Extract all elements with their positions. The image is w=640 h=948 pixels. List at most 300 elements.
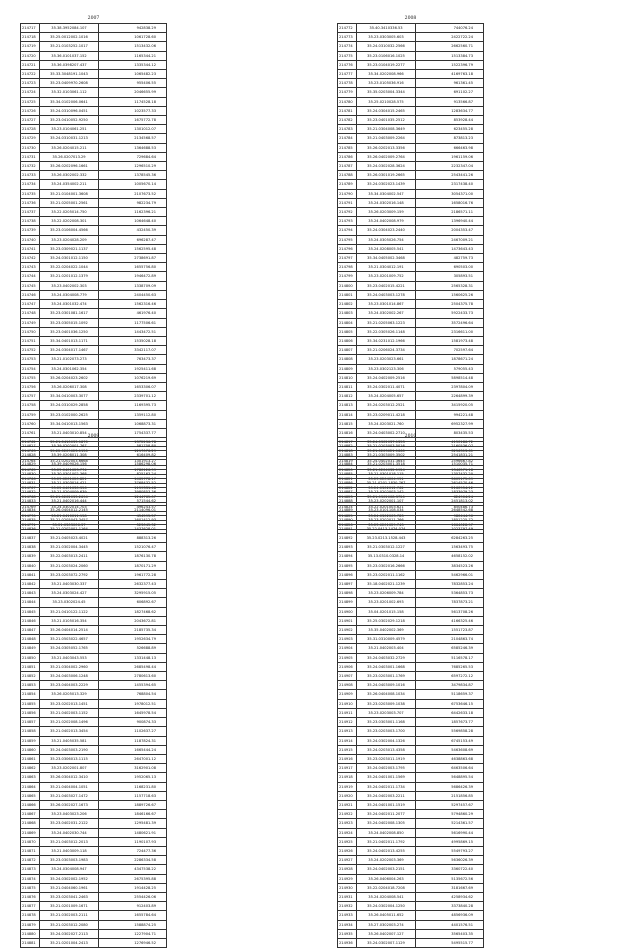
amount-cell: 1846166.67 xyxy=(99,810,167,819)
code-cell: 35.22.0403013.2411 xyxy=(40,552,99,561)
amount-cell: 3162901.08 xyxy=(99,764,167,773)
code-cell: 35.22.0204018.7208 xyxy=(357,883,416,892)
table-row xyxy=(21,217,167,226)
code-cell: 35.21.0503022.4657 xyxy=(40,635,99,644)
table-row xyxy=(338,355,484,364)
table-row xyxy=(21,653,167,662)
table-row xyxy=(338,598,484,607)
row-id-cell: 214843 xyxy=(21,589,40,598)
code-cell: 35.21.0103252.1017 xyxy=(40,42,99,51)
code-cell: 35.23.0302123.306 xyxy=(357,364,416,373)
row-id-cell: 214764 xyxy=(21,456,40,465)
row-id-cell: 214913 xyxy=(338,727,357,736)
amount-cell: 7837873.21 xyxy=(416,598,484,607)
table-row xyxy=(21,33,167,42)
amount-cell: 7832853.24 xyxy=(416,580,484,589)
row-id-cell: 214846 xyxy=(21,616,40,625)
amount-cell: 1437628.01 xyxy=(99,524,167,533)
amount-cell: 2134568.57 xyxy=(99,134,167,143)
code-cell: 35.21.0403009.2264 xyxy=(357,134,416,143)
code-cell: 35.21.0402003.404 xyxy=(357,644,416,653)
amount-cell: 744076.24 xyxy=(416,24,484,33)
year-heading: 2007 xyxy=(87,16,100,21)
row-id-cell: 214726 xyxy=(21,106,40,115)
amount-cell: 2614570.46 xyxy=(416,478,484,487)
table-row xyxy=(338,217,484,226)
row-id-cell: 214819 xyxy=(338,456,357,465)
row-id-cell: 214921 xyxy=(338,800,357,809)
code-cell: 35.21.0203003.5016 xyxy=(357,442,416,451)
year-heading: 2009 xyxy=(87,434,100,439)
row-id-cell: 214763 xyxy=(21,447,40,456)
code-cell: 35.24.0304015.2465 xyxy=(357,106,416,115)
table-row xyxy=(338,534,484,543)
row-id-cell: 214720 xyxy=(21,51,40,60)
table-row xyxy=(21,635,167,644)
amount-cell: 2662560.71 xyxy=(416,42,484,51)
row-id-cell: 214808 xyxy=(338,355,357,364)
row-id-cell: 214863 xyxy=(21,773,40,782)
row-id-cell: 214760 xyxy=(21,419,40,428)
table-row xyxy=(21,24,167,33)
row-id-cell: 214754 xyxy=(21,364,40,373)
table-row xyxy=(338,51,484,60)
row-id-cell: 214775 xyxy=(338,51,357,60)
amount-cell: 691102.27 xyxy=(416,88,484,97)
amount-cell: 2114096.01 xyxy=(99,506,167,515)
table-row xyxy=(338,382,484,391)
row-id-cell: 214877 xyxy=(21,902,40,911)
row-id-cell: 214780 xyxy=(338,97,357,106)
row-id-cell: 214848 xyxy=(21,635,40,644)
row-id-cell: 214926 xyxy=(338,846,357,855)
table-row xyxy=(338,543,484,552)
code-cell: 35.21.0204032.1924 xyxy=(357,465,416,474)
amount-cell: 5686426.39 xyxy=(416,782,484,791)
code-cell: 35.26.0202013.3356 xyxy=(357,143,416,152)
code-cell: 35.23.0203009.1038 xyxy=(357,699,416,708)
amount-cell: 2647001.12 xyxy=(99,754,167,763)
table-row xyxy=(21,745,167,754)
amount-cell: 1513432.06 xyxy=(99,42,167,51)
amount-cell: 1952634.79 xyxy=(99,635,167,644)
code-cell: 35.24.0403001.1668 xyxy=(357,662,416,671)
row-id-cell: 214884 xyxy=(338,460,357,469)
amount-cell: 702597.64 xyxy=(416,346,484,355)
code-cell: 35.21.0410011.158 xyxy=(40,511,99,520)
row-id-cell: 214916 xyxy=(338,754,357,763)
row-id-cell: 214824 xyxy=(338,502,357,511)
amount-cell: 4658152.02 xyxy=(416,552,484,561)
table-row xyxy=(338,134,484,143)
code-cell: 35.26.0404008.1034 xyxy=(357,690,416,699)
amount-cell: 7685265.53 xyxy=(416,662,484,671)
row-id-cell: 214906 xyxy=(338,662,357,671)
code-cell: 35.24.0302004.1326 xyxy=(357,736,416,745)
table-row xyxy=(21,254,167,263)
amount-cell: 1878671.24 xyxy=(416,355,484,364)
table-row xyxy=(21,51,167,60)
table-row xyxy=(338,70,484,79)
table-row xyxy=(338,318,484,327)
data-table xyxy=(337,441,484,948)
amount-cell: 2675395.88 xyxy=(99,874,167,883)
amount-cell: 5214361.57 xyxy=(416,819,484,828)
table-row xyxy=(21,162,167,171)
row-id-cell: 214792 xyxy=(338,208,357,217)
table-row xyxy=(338,764,484,773)
code-cell: 35.24.0401001.1569 xyxy=(357,773,416,782)
table-row xyxy=(21,451,167,460)
row-id-cell: 214758 xyxy=(21,401,40,410)
code-cell: 35.24.0302002.1952 xyxy=(40,874,99,883)
amount-cell: 1521076.47 xyxy=(99,543,167,552)
table-row xyxy=(21,60,167,69)
row-id-cell: 214773 xyxy=(338,33,357,42)
row-id-cell: 214851 xyxy=(21,662,40,671)
row-id-cell: 214838 xyxy=(21,543,40,552)
code-cell: 35.26.0202096.1661 xyxy=(40,162,99,171)
row-id-cell: 214812 xyxy=(338,392,357,401)
table-row xyxy=(338,616,484,625)
row-id-cell: 214740 xyxy=(21,235,40,244)
code-cell: 35.26.0402007.127 xyxy=(357,929,416,938)
code-cell: 35.21.0206024.3734 xyxy=(357,346,416,355)
amount-cell: 2317438.40 xyxy=(416,180,484,189)
row-id-cell: 214776 xyxy=(338,60,357,69)
row-id-cell: 214816 xyxy=(338,428,357,437)
amount-cell: 1443472.51 xyxy=(99,327,167,336)
code-cell: 35.23.0203072.2792 xyxy=(40,570,99,579)
table-row xyxy=(21,810,167,819)
table-row xyxy=(338,60,484,69)
amount-cell: 1359112.80 xyxy=(99,410,167,419)
row-id-cell: 214757 xyxy=(21,392,40,401)
row-id-cell: 214817 xyxy=(338,438,357,447)
row-id-cell: 214796 xyxy=(338,244,357,253)
row-id-cell: 214905 xyxy=(338,653,357,662)
amount-cell: 2107673.52 xyxy=(99,189,167,198)
row-id-cell: 214910 xyxy=(338,699,357,708)
row-id-cell: 214717 xyxy=(21,24,40,33)
row-id-cell: 214880 xyxy=(21,929,40,938)
table-row xyxy=(338,727,484,736)
table-row xyxy=(338,171,484,180)
amount-cell: 3565403.35 xyxy=(416,929,484,938)
code-cell: 35.26.0203009.159 xyxy=(357,208,416,217)
row-id-cell: 214759 xyxy=(21,410,40,419)
row-id-cell: 214815 xyxy=(338,419,357,428)
amount-cell: 6952327.99 xyxy=(416,419,484,428)
table-row xyxy=(338,309,484,318)
amount-cell: 3360722.40 xyxy=(416,865,484,874)
table-row xyxy=(21,644,167,653)
table-row xyxy=(338,662,484,671)
table-row xyxy=(21,355,167,364)
table-row xyxy=(21,534,167,543)
year-block-2009 xyxy=(20,432,167,948)
amount-cell: 1522396.79 xyxy=(416,60,484,69)
amount-cell: 1535028.18 xyxy=(99,336,167,345)
row-id-cell: 214915 xyxy=(338,745,357,754)
code-cell: 35.23.0101108.034 xyxy=(357,506,416,515)
row-id-cell: 214729 xyxy=(21,134,40,143)
table-row xyxy=(338,419,484,428)
amount-cell: 482759.73 xyxy=(416,254,484,263)
table-row xyxy=(21,819,167,828)
row-id-cell: 214800 xyxy=(338,281,357,290)
table-row xyxy=(21,782,167,791)
amount-cell: 1005670.14 xyxy=(99,180,167,189)
amount-cell: 606892.67 xyxy=(99,598,167,607)
code-cell: 35.24.0204005.657 xyxy=(357,392,416,401)
code-cell: 35.34.0410013.1563 xyxy=(40,419,99,428)
row-id-cell: 214762 xyxy=(21,438,40,447)
row-id-cell: 214727 xyxy=(21,116,40,125)
table-row xyxy=(338,828,484,837)
amount-cell: 432450.39 xyxy=(99,226,167,235)
code-cell: 35.23.0202001.107 xyxy=(357,497,416,506)
table-row xyxy=(21,478,167,487)
amount-cell: 4166325.46 xyxy=(416,616,484,625)
row-id-cell: 214932 xyxy=(338,902,357,911)
table-row xyxy=(21,226,167,235)
code-cell: 35.24.0302027.2113 xyxy=(40,929,99,938)
row-id-cell: 214860 xyxy=(21,745,40,754)
code-cell: 35.24.0354002.211 xyxy=(40,180,99,189)
amount-cell: 579055.43 xyxy=(416,364,484,373)
code-cell: 35.21.0204009.639 xyxy=(40,488,99,497)
code-cell: 35.24.0303024.427 xyxy=(40,589,99,598)
table-row xyxy=(338,226,484,235)
code-cell: 35.34.0405002.3468 xyxy=(357,254,416,263)
row-id-cell: 214887 xyxy=(338,488,357,497)
code-cell: 35.21.0203021.1660 xyxy=(357,447,416,456)
amount-cell: 6442633.18 xyxy=(416,708,484,717)
amount-cell: 666463.98 xyxy=(416,143,484,152)
table-row xyxy=(338,42,484,51)
row-id-cell: 214781 xyxy=(338,106,357,115)
amount-cell: 2316611.00 xyxy=(416,327,484,336)
table-row xyxy=(338,644,484,653)
code-cell: 35.21.0303009.3502 xyxy=(357,451,416,460)
row-id-cell: 214809 xyxy=(338,364,357,373)
amount-cell: 1925411.68 xyxy=(99,364,167,373)
row-id-cell: 214862 xyxy=(21,764,40,773)
row-id-cell: 214825 xyxy=(338,511,357,520)
amount-cell: 1857673.77 xyxy=(416,718,484,727)
amount-cell: 1159331.48 xyxy=(99,484,167,493)
row-id-cell: 214738 xyxy=(21,217,40,226)
row-id-cell: 214748 xyxy=(21,309,40,318)
row-id-cell: 214933 xyxy=(338,911,357,920)
code-cell: 35.33.3048191.1043 xyxy=(40,70,99,79)
row-id-cell: 214770 xyxy=(21,511,40,520)
row-id-cell: 214891 xyxy=(338,524,357,533)
amount-cell: 581758.80 xyxy=(99,442,167,451)
code-cell: 35.31.0310009.4579 xyxy=(357,635,416,644)
table-row xyxy=(21,469,167,478)
amount-cell: 1754337.77 xyxy=(99,428,167,437)
row-id-cell: 214732 xyxy=(21,162,40,171)
row-id-cell: 214793 xyxy=(338,217,357,226)
amount-cell: 3181667.69 xyxy=(416,883,484,892)
table-row xyxy=(21,70,167,79)
amount-cell: 912403.89 xyxy=(99,902,167,911)
amount-cell: 961361.45 xyxy=(416,79,484,88)
code-cell: 35.24.0302007.1129 xyxy=(357,938,416,947)
table-row xyxy=(338,97,484,106)
table-row xyxy=(338,373,484,382)
amount-cell: 6745153.49 xyxy=(416,736,484,745)
code-cell: 35.23.0401035.2512 xyxy=(357,116,416,125)
table-row xyxy=(21,616,167,625)
amount-cell: 1364688.53 xyxy=(99,143,167,152)
table-row xyxy=(338,892,484,901)
table-row xyxy=(338,810,484,819)
table-row xyxy=(21,598,167,607)
amount-cell: 2738691.87 xyxy=(99,254,167,263)
code-cell: 35.39.0202001.767 xyxy=(40,442,99,451)
table-row xyxy=(338,469,484,478)
code-cell: 35.21.0102073.273 xyxy=(40,355,99,364)
table-row xyxy=(21,626,167,635)
table-row xyxy=(21,580,167,589)
row-id-cell: 214901 xyxy=(338,616,357,625)
code-cell: 35.24.0402009.2516 xyxy=(357,373,416,382)
row-id-cell: 214719 xyxy=(21,42,40,51)
code-cell: 35.24.0310031.1213 xyxy=(40,134,99,143)
code-cell: 35.39.0208011.308 xyxy=(40,451,99,460)
amount-cell: 4347538.22 xyxy=(99,865,167,874)
year-heading: 2008 xyxy=(404,16,417,21)
amount-cell: 1833979.23 xyxy=(416,488,484,497)
code-cell: 35.21.0201004.2413 xyxy=(40,938,99,947)
row-id-cell: 214888 xyxy=(338,497,357,506)
amount-cell: 1338709.09 xyxy=(99,281,167,290)
table-row xyxy=(338,690,484,699)
table-row xyxy=(338,506,484,515)
row-id-cell: 214837 xyxy=(21,534,40,543)
code-cell: 35.26.0301019.2665 xyxy=(357,171,416,180)
row-id-cell: 214772 xyxy=(338,24,357,33)
code-cell: 35.23.0203003.1700 xyxy=(357,727,416,736)
table-row xyxy=(21,497,167,506)
table-row xyxy=(21,552,167,561)
code-cell: 35.24.0402011.2077 xyxy=(357,810,416,819)
code-cell: 35.23.0104019.2277 xyxy=(357,60,416,69)
row-id-cell: 214874 xyxy=(21,874,40,883)
code-cell: 35.25.0302029.1218 xyxy=(357,616,416,625)
amount-cell: 1780126.99 xyxy=(99,465,167,474)
amount-cell: 1952065.13 xyxy=(99,773,167,782)
row-id-cell: 214797 xyxy=(338,254,357,263)
amount-cell: 526688.89 xyxy=(99,644,167,653)
table-row xyxy=(21,699,167,708)
table-row xyxy=(338,125,484,134)
row-id-cell: 214832 xyxy=(21,488,40,497)
amount-cell: 4995869.15 xyxy=(416,837,484,846)
row-id-cell: 214725 xyxy=(21,97,40,106)
table-row xyxy=(338,607,484,616)
table-row xyxy=(338,33,484,42)
code-cell: 35.26.0205013.329 xyxy=(40,690,99,699)
table-row xyxy=(21,607,167,616)
code-cell: 35.23.0202001.807 xyxy=(40,764,99,773)
table-row xyxy=(338,672,484,681)
table-row xyxy=(21,460,167,469)
amount-cell: 3342117.07 xyxy=(99,346,167,355)
table-row xyxy=(338,561,484,570)
amount-cell: 2632377.43 xyxy=(99,580,167,589)
table-row xyxy=(338,846,484,855)
amount-cell: 4638863.68 xyxy=(416,754,484,763)
row-id-cell: 214839 xyxy=(21,552,40,561)
row-id-cell: 214722 xyxy=(21,70,40,79)
code-cell: 35.23.0309021.1137 xyxy=(40,244,99,253)
code-cell: 35.21.0205001.2561 xyxy=(40,198,99,207)
table-row xyxy=(338,281,484,290)
table-row xyxy=(21,281,167,290)
amount-cell: 2151856.85 xyxy=(416,791,484,800)
code-cell: 35.24.0310032.2566 xyxy=(357,42,416,51)
amount-cell: 3572496.64 xyxy=(416,318,484,327)
row-id-cell: 214799 xyxy=(338,272,357,281)
code-cell: 35.24.0302037.1353 xyxy=(357,438,416,447)
table-row xyxy=(21,874,167,883)
code-cell: 35.25.0210028.575 xyxy=(357,97,416,106)
code-cell: 35.24.0402011.1734 xyxy=(357,782,416,791)
row-id-cell: 214902 xyxy=(338,626,357,635)
amount-cell: 853928.44 xyxy=(416,116,484,125)
table-row xyxy=(338,189,484,198)
amount-cell: 1217076.29 xyxy=(99,447,167,456)
row-id-cell: 214855 xyxy=(21,699,40,708)
code-cell: 35.23.0203003.707 xyxy=(357,708,416,717)
amount-cell: 2554426.06 xyxy=(99,892,167,901)
row-id-cell: 214730 xyxy=(21,143,40,152)
code-cell: 35.34.0202008.966 xyxy=(357,70,416,79)
row-id-cell: 214741 xyxy=(21,244,40,253)
amount-cell: 2185735.34 xyxy=(99,626,167,635)
code-cell: 35.23.0203023.661 xyxy=(357,355,416,364)
row-id-cell: 214810 xyxy=(338,373,357,382)
amount-cell: 873813.23 xyxy=(416,134,484,143)
row-id-cell: 214735 xyxy=(21,189,40,198)
code-cell: 35.21.0304012.191 xyxy=(357,263,416,272)
table-row xyxy=(21,364,167,373)
code-cell: 35.24.0204008.541 xyxy=(357,892,416,901)
code-cell: 35.23.0402002.303 xyxy=(40,281,99,290)
amount-cell: 6284263.25 xyxy=(416,534,484,543)
code-cell: 35.25.0401023.774 xyxy=(40,465,99,474)
code-cell: 35.23.0401036.1250 xyxy=(40,327,99,336)
row-id-cell: 214834 xyxy=(21,506,40,515)
table-row xyxy=(338,152,484,161)
row-id-cell: 214823 xyxy=(338,493,357,502)
table-row xyxy=(21,116,167,125)
table-row xyxy=(338,401,484,410)
amount-cell: 1023797.49 xyxy=(416,524,484,533)
code-cell: 35.23.0106004.4566 xyxy=(40,226,99,235)
table-row xyxy=(21,171,167,180)
row-id-cell: 214768 xyxy=(21,493,40,502)
code-cell: 35.21.0405035.581 xyxy=(40,736,99,745)
row-id-cell: 214807 xyxy=(338,346,357,355)
amount-cell: 5463608.69 xyxy=(416,745,484,754)
code-cell: 35.21.0302004.3445 xyxy=(40,543,99,552)
code-cell: 35.21.0403009.118 xyxy=(40,846,99,855)
